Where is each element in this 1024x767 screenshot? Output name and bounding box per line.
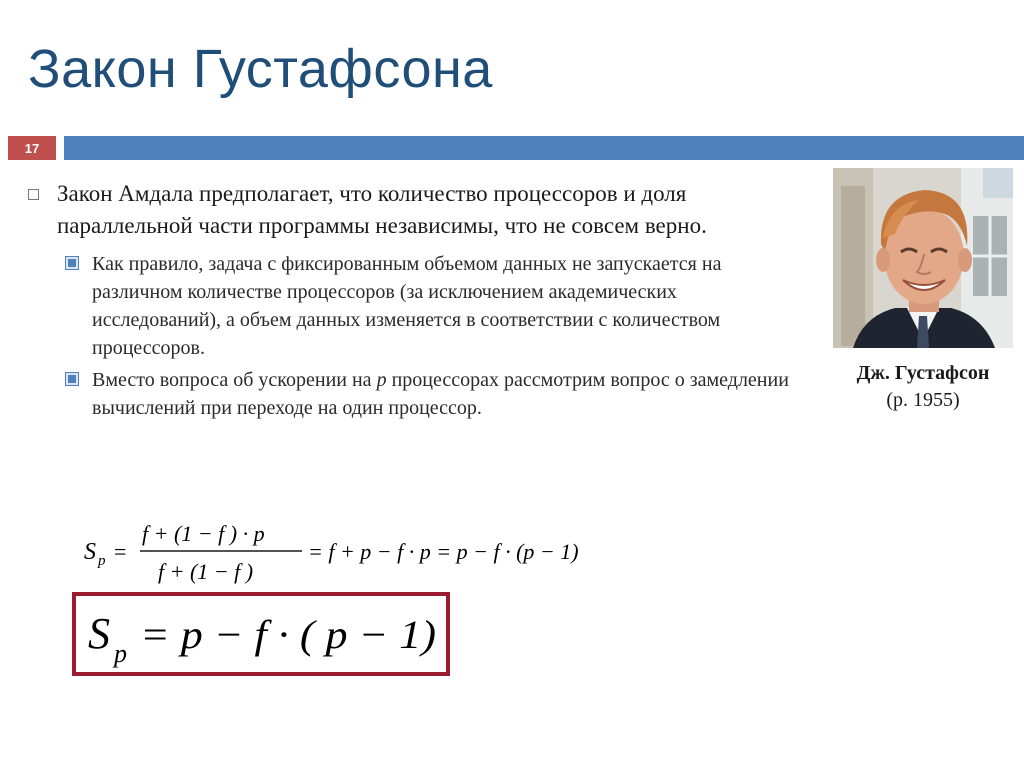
- sub-bullet: [66, 250, 794, 362]
- portrait-caption: [833, 360, 1013, 414]
- square-bullet-icon: [66, 373, 78, 385]
- sub-bullet: [66, 366, 794, 422]
- sub-bullet-text: Как правило, задача с фиксированным объемом данных не запускается на различном количестве процессоров (за исключением академических исследований), а объем данных изменяется в соответствии с количеством процессоров.: [92, 253, 722, 359]
- bullet-list: [24, 178, 794, 422]
- boxed-lhs-subscript: p: [114, 639, 127, 668]
- portrait-image: [833, 168, 1013, 348]
- speedup-derivation-formula: [80, 515, 680, 587]
- sub-bullet-text: Вместо вопроса об ускорении на p процессорах рассмотрим вопрос о замедлении вычислений при переходе на один процессор.: [92, 369, 789, 419]
- portrait-name: Дж. Густафсон: [856, 362, 990, 384]
- fraction-numerator: f + (1 − f ) · p: [142, 521, 265, 546]
- main-bullet-text: Закон Амдала предполагает, что количество процессоров и доля параллельной части программы независимы, что не совсем верно.: [57, 181, 707, 238]
- svg-text:=: =: [114, 539, 127, 564]
- square-bullet-icon: [66, 257, 78, 269]
- formula-expansion: = f + p − f · p = p − f · (p − 1): [308, 539, 579, 564]
- fraction-denominator: f + (1 − f ): [158, 559, 254, 584]
- boxed-formula-rhs: = p − f · ( p − 1): [140, 612, 436, 657]
- hollow-square-bullet-icon: [28, 189, 39, 200]
- main-bullet: [24, 178, 794, 242]
- slide-number: 17: [8, 136, 56, 160]
- formula-lhs-subscript: p: [98, 553, 106, 569]
- header-bar: [64, 136, 1024, 160]
- boxed-lhs-symbol: S: [88, 609, 110, 658]
- formula-lhs-symbol: S: [84, 539, 96, 565]
- portrait-photo: [833, 168, 1013, 348]
- portrait-years: (р. 1955): [886, 389, 960, 411]
- variable-p: p: [376, 369, 387, 391]
- gustafson-law-boxed-formula: [72, 592, 450, 676]
- slide-title: Закон Густафсона: [28, 39, 493, 99]
